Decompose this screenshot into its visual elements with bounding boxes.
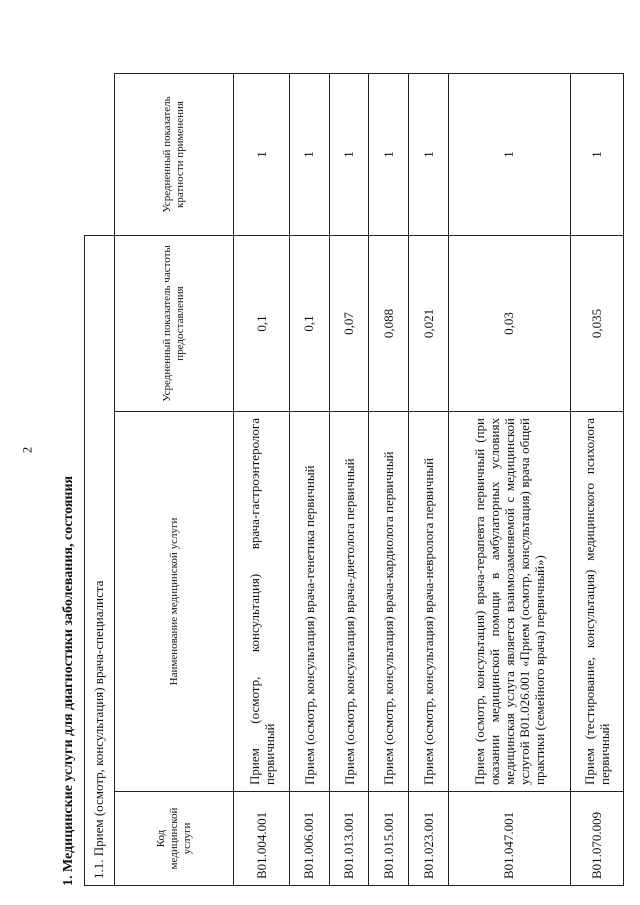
- multiplicity-value: 1: [369, 73, 409, 235]
- service-name: Прием (осмотр, консультация) врача-терапевта первичный (при оказании медицинской помощи в амбулаторных условиях медицинская услуга является взаимозаменяемой с медицинской услугой B01.026.001 «Прием (осмотр, консультация) врача общей практики (семейного врача) первичный»): [449, 412, 571, 792]
- rotated-content: [58, 66, 628, 886]
- table-header-row: [114, 73, 234, 885]
- service-code: B01.013.001: [329, 792, 369, 886]
- header-multiplicity: Усредненный показатель кратности применения: [114, 73, 234, 235]
- frequency-value: 0,035: [570, 235, 623, 411]
- service-name: Прием (тестирование, консультация) медицинского психолога первичный: [570, 412, 623, 792]
- multiplicity-value: 1: [329, 73, 369, 235]
- service-code: B01.006.001: [289, 792, 329, 886]
- frequency-value: 0,1: [289, 235, 329, 411]
- section-title: 1. Медицинские услуги для диагностики заболевания, состояния: [61, 475, 76, 886]
- page-number: 2: [19, 446, 35, 454]
- services-table: [84, 73, 624, 886]
- header-name: Наименование медицинской услуги: [114, 412, 234, 792]
- multiplicity-value: 1: [570, 73, 623, 235]
- service-code: B01.070.009: [570, 792, 623, 886]
- table-row: [289, 73, 329, 885]
- table-row: [329, 73, 369, 885]
- frequency-value: 0,07: [329, 235, 369, 411]
- service-name: Прием (осмотр, консультация) врача-кардиолога первичный: [369, 412, 409, 792]
- table-row: [570, 73, 623, 885]
- subsection-title: 1.1. Прием (осмотр, консультация) врача-специалиста: [85, 235, 115, 885]
- service-code: B01.023.001: [409, 792, 449, 886]
- empty-cell: [85, 73, 115, 235]
- service-name: Прием (осмотр, консультация) врача-генетика первичный: [289, 412, 329, 792]
- service-code: B01.015.001: [369, 792, 409, 886]
- service-code: B01.047.001: [449, 792, 571, 886]
- table-row: [409, 73, 449, 885]
- multiplicity-value: 1: [289, 73, 329, 235]
- frequency-value: 0,021: [409, 235, 449, 411]
- header-code: Код медицинской услуги: [114, 792, 234, 886]
- multiplicity-value: 1: [234, 73, 289, 235]
- service-name: Прием (осмотр, консультация) врача-гастроэнтеролога первичный: [234, 412, 289, 792]
- frequency-value: 0,03: [449, 235, 571, 411]
- table-row: [449, 73, 571, 885]
- header-frequency: Усредненный показатель частоты предоставления: [114, 235, 234, 411]
- table-row: [369, 73, 409, 885]
- subsection-row: [85, 73, 115, 885]
- service-name: Прием (осмотр, консультация) врача-диетолога первичный: [329, 412, 369, 792]
- service-code: B01.004.001: [234, 792, 289, 886]
- table-row: [234, 73, 289, 885]
- frequency-value: 0,088: [369, 235, 409, 411]
- service-name: Прием (осмотр, консультация) врача-невролога первичный: [409, 412, 449, 792]
- frequency-value: 0,1: [234, 235, 289, 411]
- multiplicity-value: 1: [449, 73, 571, 235]
- multiplicity-value: 1: [409, 73, 449, 235]
